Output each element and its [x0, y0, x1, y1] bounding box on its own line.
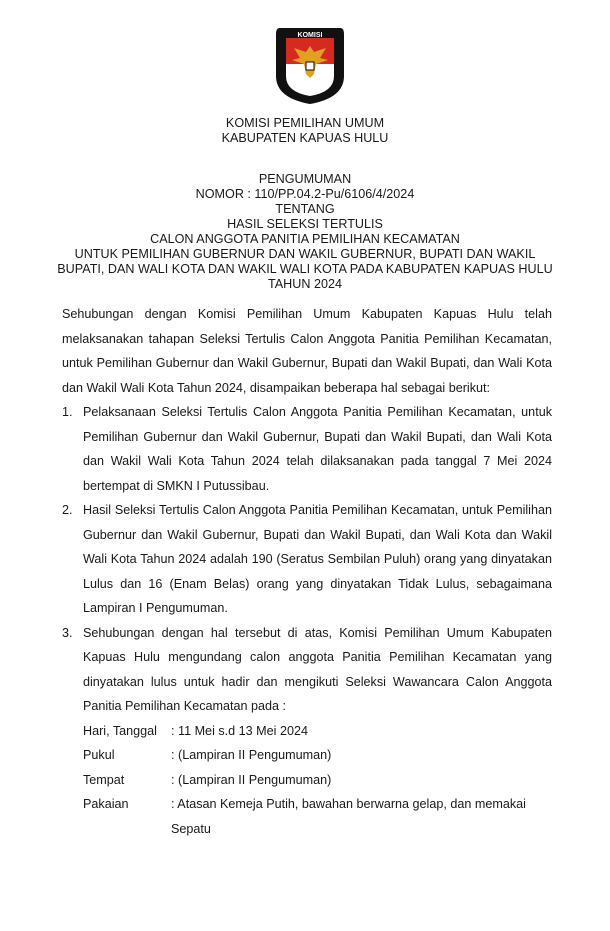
item-number: 1. — [62, 405, 73, 419]
item-text: Hasil Seleksi Tertulis Calon Anggota Panitia Pemilihan Kecamatan, untuk Pemilihan Gubernur dan Wakil Gubernur, Bupati dan Wakil Bupati, dan Wali Kota dan Wakil Wali Kota Tahun 2024 adalah 190 (Seratus Sembilan Puluh) orang yang dinyatakan Lulus dan 16 (Enam Belas) orang yang dinyatakan Tidak Lulus, sebagaimana Lampiran I Pengumuman. — [83, 503, 552, 615]
schedule-label: Pukul — [83, 748, 115, 762]
schedule-value: : (Lampiran II Pengumuman) — [171, 748, 332, 762]
schedule-row — [83, 743, 552, 768]
title-line: TENTANG — [275, 202, 335, 216]
document-number: NOMOR : 110/PP.04.2-Pu/6106/4/2024 — [195, 187, 415, 201]
institution-name: KOMISI PEMILIHAN UMUM — [225, 116, 385, 130]
schedule-row — [83, 792, 552, 841]
institution-region: KABUPATEN KAPUAS HULU — [221, 131, 389, 145]
item-text: Pelaksanaan Seleksi Tertulis Calon Anggota Panitia Pemilihan Kecamatan, untuk Pemilihan Gubernur dan Wakil Gubernur, Bupati dan Wakil Bupati, dan Wali Kota dan Wakil Wali Kota Tahun 2024 telah dilaksanakan pada tanggal 7 Mei 2024 bertempat di SMKN I Putussibau. — [83, 405, 552, 493]
title-line: CALON ANGGOTA PANITIA PEMILIHAN KECAMATAN — [150, 232, 460, 246]
title-line: PENGUMUMAN — [258, 172, 352, 186]
institution-header — [0, 116, 610, 146]
item-number: 2. — [62, 503, 73, 517]
announcement-title — [0, 172, 610, 292]
schedule-value: : Atasan Kemeja Putih, bawahan berwarna gelap, dan memakai Sepatu — [171, 797, 526, 836]
schedule-value: : (Lampiran II Pengumuman) — [171, 772, 332, 787]
schedule-row — [83, 719, 552, 744]
title-line: UNTUK PEMILIHAN GUBERNUR DAN WAKIL GUBERNUR, BUPATI DAN WAKIL — [74, 247, 536, 261]
schedule-label: Tempat — [83, 772, 125, 787]
item-number: 3. — [62, 625, 73, 640]
title-line: TAHUN 2024 — [268, 277, 342, 291]
schedule-label: Hari, Tanggal — [83, 723, 157, 738]
kpu-logo — [274, 24, 346, 106]
schedule-table — [83, 719, 552, 842]
intro-paragraph: Sehubungan dengan Komisi Pemilihan Umum Kabupaten Kapuas Hulu telah melaksanakan tahapan Seleksi Tertulis Calon Anggota Panitia Pemilihan Kecamatan, untuk Pemilihan Gubernur dan Wakil Gubernur, Bupati dan Wakil Bupati, dan Wali Kota dan Wakil Wali Kota Tahun 2024, disampaikan beberapa hal sebagai berikut: — [62, 307, 552, 395]
item-text: Sehubungan dengan hal tersebut di atas, Komisi Pemilihan Umum Kabupaten Kapuas Hulu mengundang calon anggota Panitia Pemilihan Kecamatan yang dinyatakan lulus untuk hadir dan mengikuti Seleksi Wawancara Calon Anggota Panitia Pemilihan Kecamatan pada : — [83, 625, 552, 713]
title-line: BUPATI, DAN WALI KOTA DAN WAKIL WALI KOTA PADA KABUPATEN KAPUAS HULU — [57, 262, 553, 276]
schedule-label: Pakaian — [83, 797, 129, 811]
list-item — [62, 498, 552, 621]
document-body — [62, 302, 552, 841]
title-line: HASIL SELEKSI TERTULIS — [227, 217, 383, 231]
svg-text:KOMISI: KOMISI — [297, 32, 323, 39]
schedule-row — [83, 768, 552, 793]
list-item — [62, 621, 552, 719]
schedule-value: : 11 Mei s.d 13 Mei 2024 — [171, 723, 308, 738]
list-item — [62, 400, 552, 498]
